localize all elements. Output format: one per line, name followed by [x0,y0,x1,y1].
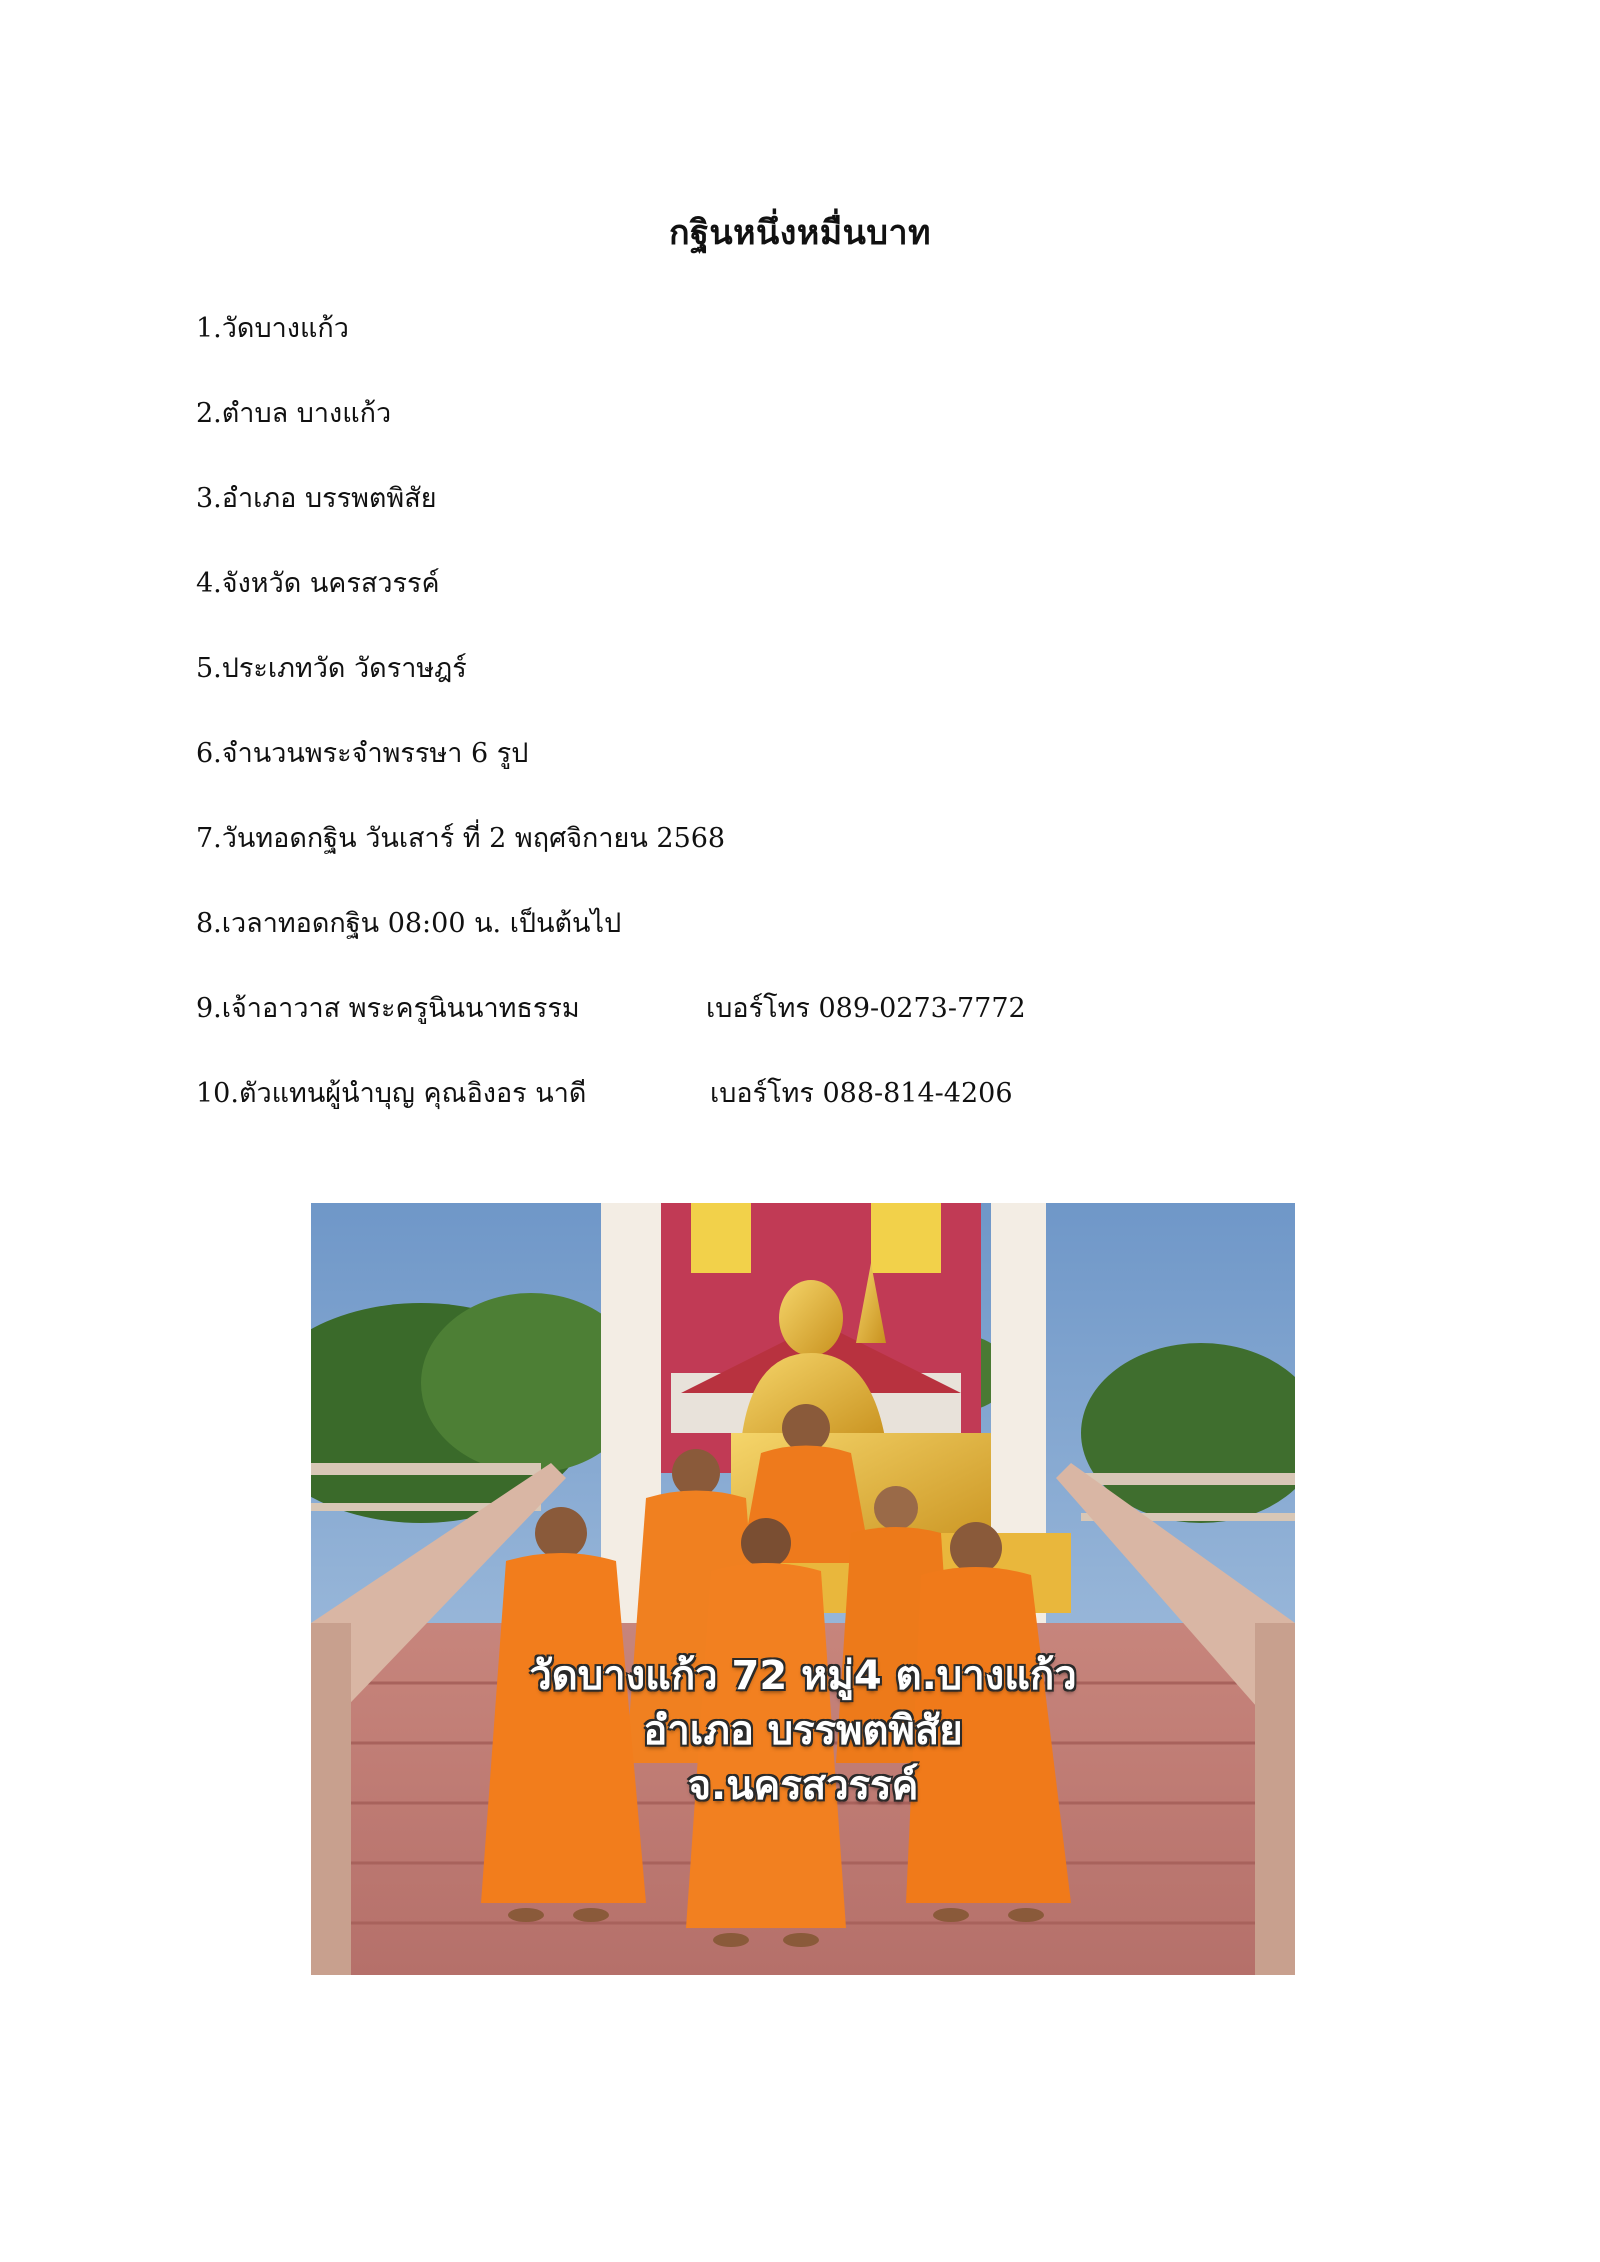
list-item: 2.ตำบล บางแก้ว [196,398,392,429]
document-title: กฐินหนึ่งหมื่นบาท [669,213,931,253]
list-item: 7.วันทอดกฐิน วันเสาร์ ที่ 2 พฤศจิกายน 2568 [196,823,726,854]
temple-monks-photo [311,1203,1295,1975]
representative-phone: เบอร์โทร 088-814-4206 [710,1078,1013,1109]
list-item: 1.วัดบางแก้ว [196,313,349,344]
list-item: 3.อำเภอ บรรพตพิสัย [196,483,437,514]
photo-caption-line: อำเภอ บรรพตพิสัย [643,1708,963,1754]
abbot-phone: เบอร์โทร 089-0273-7772 [706,993,1026,1024]
photo-illustration [311,1203,1295,1975]
list-item: 6.จำนวนพระจำพรรษา 6 รูป [196,738,529,769]
photo-caption-line: วัดบางแก้ว 72 หมู่4 ต.บางแก้ว [529,1653,1077,1699]
list-item-representative: 10.ตัวแทนผู้นำบุญ คุณอิงอร นาดี [196,1078,587,1109]
list-item: 5.ประเภทวัด วัดราษฎร์ [196,653,467,684]
list-item-abbot: 9.เจ้าอาวาส พระครูนินนาทธรรม [196,993,580,1024]
list-item: 8.เวลาทอดกฐิน 08:00 น. เป็นต้นไป [196,908,622,939]
photo-caption-line: จ.นครสวรรค์ [687,1763,919,1809]
list-item: 4.จังหวัด นครสวรรค์ [196,568,440,599]
